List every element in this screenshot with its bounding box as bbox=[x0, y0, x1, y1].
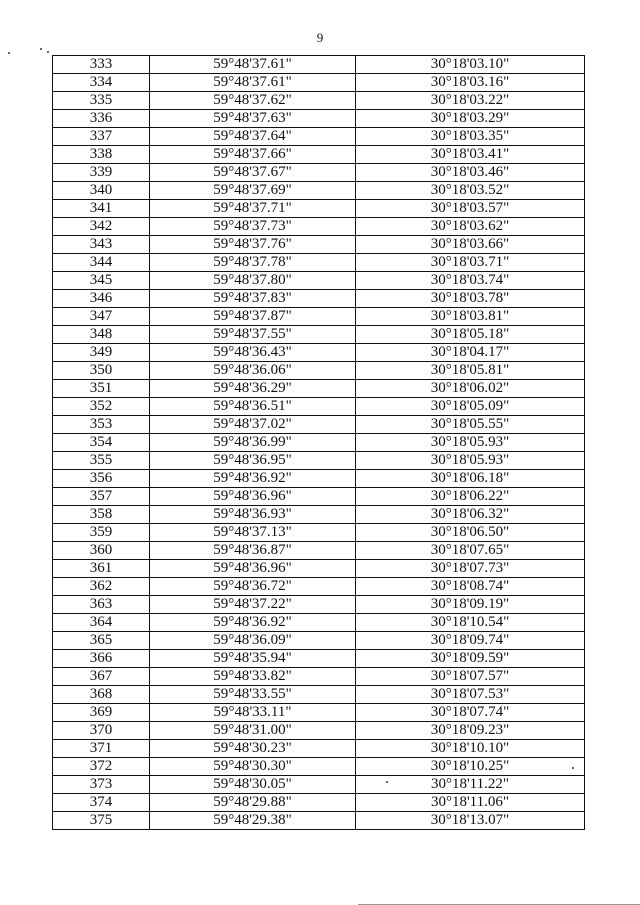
longitude-cell: 30°18'03.29" bbox=[356, 110, 585, 128]
table-row bbox=[53, 686, 585, 704]
latitude-cell: 59°48'35.94" bbox=[150, 650, 356, 668]
longitude-cell: 30°18'07.53" bbox=[356, 686, 585, 704]
scan-speck bbox=[8, 52, 10, 54]
table-row bbox=[53, 74, 585, 92]
longitude-cell: 30°18'10.54" bbox=[356, 614, 585, 632]
latitude-cell: 59°48'31.00" bbox=[150, 722, 356, 740]
latitude-cell: 59°48'37.55" bbox=[150, 326, 356, 344]
latitude-cell: 59°48'36.99" bbox=[150, 434, 356, 452]
longitude-cell: 30°18'09.74" bbox=[356, 632, 585, 650]
longitude-cell: 30°18'10.25" bbox=[356, 758, 585, 776]
point-number-cell: 353 bbox=[53, 416, 150, 434]
longitude-cell: 30°18'06.18" bbox=[356, 470, 585, 488]
table-row bbox=[53, 542, 585, 560]
point-number-cell: 339 bbox=[53, 164, 150, 182]
latitude-cell: 59°48'37.87" bbox=[150, 308, 356, 326]
point-number-cell: 360 bbox=[53, 542, 150, 560]
scan-speck bbox=[40, 48, 42, 50]
longitude-cell: 30°18'06.02" bbox=[356, 380, 585, 398]
point-number-cell: 367 bbox=[53, 668, 150, 686]
longitude-cell: 30°18'07.73" bbox=[356, 560, 585, 578]
point-number-cell: 338 bbox=[53, 146, 150, 164]
point-number-cell: 363 bbox=[53, 596, 150, 614]
table-row bbox=[53, 632, 585, 650]
longitude-cell: 30°18'05.93" bbox=[356, 452, 585, 470]
table-row bbox=[53, 596, 585, 614]
latitude-cell: 59°48'36.92" bbox=[150, 470, 356, 488]
point-number-cell: 370 bbox=[53, 722, 150, 740]
longitude-cell: 30°18'03.46" bbox=[356, 164, 585, 182]
coordinates-table bbox=[52, 55, 585, 830]
point-number-cell: 335 bbox=[53, 92, 150, 110]
point-number-cell: 358 bbox=[53, 506, 150, 524]
point-number-cell: 340 bbox=[53, 182, 150, 200]
table-row bbox=[53, 146, 585, 164]
table-row bbox=[53, 650, 585, 668]
longitude-cell: 30°18'03.81" bbox=[356, 308, 585, 326]
longitude-cell: 30°18'03.35" bbox=[356, 128, 585, 146]
longitude-cell: 30°18'03.71" bbox=[356, 254, 585, 272]
point-number-cell: 345 bbox=[53, 272, 150, 290]
longitude-cell: 30°18'05.09" bbox=[356, 398, 585, 416]
latitude-cell: 59°48'36.51" bbox=[150, 398, 356, 416]
point-number-cell: 350 bbox=[53, 362, 150, 380]
point-number-cell: 373 bbox=[53, 776, 150, 794]
longitude-cell: 30°18'11.06" bbox=[356, 794, 585, 812]
longitude-cell: 30°18'05.93" bbox=[356, 434, 585, 452]
latitude-cell: 59°48'37.02" bbox=[150, 416, 356, 434]
latitude-cell: 59°48'37.66" bbox=[150, 146, 356, 164]
point-number-cell: 343 bbox=[53, 236, 150, 254]
latitude-cell: 59°48'37.13" bbox=[150, 524, 356, 542]
latitude-cell: 59°48'36.29" bbox=[150, 380, 356, 398]
longitude-cell: 30°18'06.22" bbox=[356, 488, 585, 506]
longitude-cell: 30°18'03.57" bbox=[356, 200, 585, 218]
longitude-cell: 30°18'03.62" bbox=[356, 218, 585, 236]
table-row bbox=[53, 254, 585, 272]
longitude-cell: 30°18'13.07" bbox=[356, 812, 585, 830]
latitude-cell: 59°48'37.61" bbox=[150, 74, 356, 92]
latitude-cell: 59°48'37.63" bbox=[150, 110, 356, 128]
page-number: 9 bbox=[316, 30, 324, 45]
point-number-cell: 341 bbox=[53, 200, 150, 218]
latitude-cell: 59°48'37.78" bbox=[150, 254, 356, 272]
point-number-cell: 348 bbox=[53, 326, 150, 344]
latitude-cell: 59°48'33.11" bbox=[150, 704, 356, 722]
point-number-cell: 362 bbox=[53, 578, 150, 596]
point-number-cell: 336 bbox=[53, 110, 150, 128]
latitude-cell: 59°48'30.30" bbox=[150, 758, 356, 776]
table-row bbox=[53, 794, 585, 812]
table-row bbox=[53, 776, 585, 794]
latitude-cell: 59°48'37.83" bbox=[150, 290, 356, 308]
longitude-cell: 30°18'03.16" bbox=[356, 74, 585, 92]
table-row bbox=[53, 164, 585, 182]
latitude-cell: 59°48'37.64" bbox=[150, 128, 356, 146]
table-row bbox=[53, 560, 585, 578]
latitude-cell: 59°48'37.62" bbox=[150, 92, 356, 110]
table-row bbox=[53, 488, 585, 506]
longitude-cell: 30°18'03.22" bbox=[356, 92, 585, 110]
table-row bbox=[53, 704, 585, 722]
longitude-cell: 30°18'09.23" bbox=[356, 722, 585, 740]
latitude-cell: 59°48'29.88" bbox=[150, 794, 356, 812]
point-number-cell: 344 bbox=[53, 254, 150, 272]
table-row bbox=[53, 362, 585, 380]
point-number-cell: 352 bbox=[53, 398, 150, 416]
point-number-cell: 359 bbox=[53, 524, 150, 542]
table-row bbox=[53, 722, 585, 740]
table-row bbox=[53, 56, 585, 74]
point-number-cell: 368 bbox=[53, 686, 150, 704]
latitude-cell: 59°48'37.73" bbox=[150, 218, 356, 236]
point-number-cell: 351 bbox=[53, 380, 150, 398]
latitude-cell: 59°48'36.87" bbox=[150, 542, 356, 560]
latitude-cell: 59°48'37.69" bbox=[150, 182, 356, 200]
latitude-cell: 59°48'37.76" bbox=[150, 236, 356, 254]
table-row bbox=[53, 668, 585, 686]
table-row bbox=[53, 344, 585, 362]
point-number-cell: 364 bbox=[53, 614, 150, 632]
point-number-cell: 371 bbox=[53, 740, 150, 758]
latitude-cell: 59°48'36.95" bbox=[150, 452, 356, 470]
latitude-cell: 59°48'36.72" bbox=[150, 578, 356, 596]
table-row bbox=[53, 470, 585, 488]
longitude-cell: 30°18'08.74" bbox=[356, 578, 585, 596]
longitude-cell: 30°18'05.81" bbox=[356, 362, 585, 380]
point-number-cell: 365 bbox=[53, 632, 150, 650]
point-number-cell: 355 bbox=[53, 452, 150, 470]
table-row bbox=[53, 452, 585, 470]
table-row bbox=[53, 524, 585, 542]
table-row bbox=[53, 398, 585, 416]
longitude-cell: 30°18'03.41" bbox=[356, 146, 585, 164]
table-row bbox=[53, 740, 585, 758]
table-row bbox=[53, 272, 585, 290]
table-row bbox=[53, 812, 585, 830]
longitude-cell: 30°18'11.22" bbox=[356, 776, 585, 794]
table-row bbox=[53, 128, 585, 146]
point-number-cell: 346 bbox=[53, 290, 150, 308]
latitude-cell: 59°48'37.80" bbox=[150, 272, 356, 290]
point-number-cell: 333 bbox=[53, 56, 150, 74]
table-row bbox=[53, 578, 585, 596]
latitude-cell: 59°48'36.93" bbox=[150, 506, 356, 524]
point-number-cell: 375 bbox=[53, 812, 150, 830]
latitude-cell: 59°48'37.67" bbox=[150, 164, 356, 182]
latitude-cell: 59°48'36.96" bbox=[150, 488, 356, 506]
table-row bbox=[53, 380, 585, 398]
latitude-cell: 59°48'30.05" bbox=[150, 776, 356, 794]
longitude-cell: 30°18'05.18" bbox=[356, 326, 585, 344]
point-number-cell: 337 bbox=[53, 128, 150, 146]
longitude-cell: 30°18'03.10" bbox=[356, 56, 585, 74]
point-number-cell: 361 bbox=[53, 560, 150, 578]
point-number-cell: 354 bbox=[53, 434, 150, 452]
table-row bbox=[53, 236, 585, 254]
longitude-cell: 30°18'09.19" bbox=[356, 596, 585, 614]
point-number-cell: 347 bbox=[53, 308, 150, 326]
longitude-cell: 30°18'06.32" bbox=[356, 506, 585, 524]
latitude-cell: 59°48'37.61" bbox=[150, 56, 356, 74]
latitude-cell: 59°48'29.38" bbox=[150, 812, 356, 830]
table-row bbox=[53, 506, 585, 524]
latitude-cell: 59°48'33.82" bbox=[150, 668, 356, 686]
longitude-cell: 30°18'06.50" bbox=[356, 524, 585, 542]
latitude-cell: 59°48'36.43" bbox=[150, 344, 356, 362]
longitude-cell: 30°18'09.59" bbox=[356, 650, 585, 668]
latitude-cell: 59°48'36.92" bbox=[150, 614, 356, 632]
table-row bbox=[53, 218, 585, 236]
table-row bbox=[53, 326, 585, 344]
point-number-cell: 366 bbox=[53, 650, 150, 668]
longitude-cell: 30°18'03.74" bbox=[356, 272, 585, 290]
table-row bbox=[53, 758, 585, 776]
point-number-cell: 374 bbox=[53, 794, 150, 812]
latitude-cell: 59°48'37.71" bbox=[150, 200, 356, 218]
longitude-cell: 30°18'03.52" bbox=[356, 182, 585, 200]
table-row bbox=[53, 308, 585, 326]
table-row bbox=[53, 110, 585, 128]
point-number-cell: 342 bbox=[53, 218, 150, 236]
table-row bbox=[53, 182, 585, 200]
point-number-cell: 372 bbox=[53, 758, 150, 776]
longitude-cell: 30°18'04.17" bbox=[356, 344, 585, 362]
coordinates-table-body bbox=[53, 56, 585, 830]
latitude-cell: 59°48'36.96" bbox=[150, 560, 356, 578]
longitude-cell: 30°18'05.55" bbox=[356, 416, 585, 434]
table-row bbox=[53, 200, 585, 218]
longitude-cell: 30°18'07.57" bbox=[356, 668, 585, 686]
table-row bbox=[53, 92, 585, 110]
latitude-cell: 59°48'36.06" bbox=[150, 362, 356, 380]
point-number-cell: 369 bbox=[53, 704, 150, 722]
longitude-cell: 30°18'03.78" bbox=[356, 290, 585, 308]
latitude-cell: 59°48'36.09" bbox=[150, 632, 356, 650]
latitude-cell: 59°48'37.22" bbox=[150, 596, 356, 614]
latitude-cell: 59°48'30.23" bbox=[150, 740, 356, 758]
point-number-cell: 334 bbox=[53, 74, 150, 92]
table-row bbox=[53, 416, 585, 434]
point-number-cell: 356 bbox=[53, 470, 150, 488]
table-row bbox=[53, 614, 585, 632]
longitude-cell: 30°18'07.65" bbox=[356, 542, 585, 560]
table-row bbox=[53, 290, 585, 308]
table-row bbox=[53, 434, 585, 452]
longitude-cell: 30°18'03.66" bbox=[356, 236, 585, 254]
point-number-cell: 349 bbox=[53, 344, 150, 362]
latitude-cell: 59°48'33.55" bbox=[150, 686, 356, 704]
point-number-cell: 357 bbox=[53, 488, 150, 506]
longitude-cell: 30°18'10.10" bbox=[356, 740, 585, 758]
longitude-cell: 30°18'07.74" bbox=[356, 704, 585, 722]
scan-speck bbox=[47, 51, 49, 53]
